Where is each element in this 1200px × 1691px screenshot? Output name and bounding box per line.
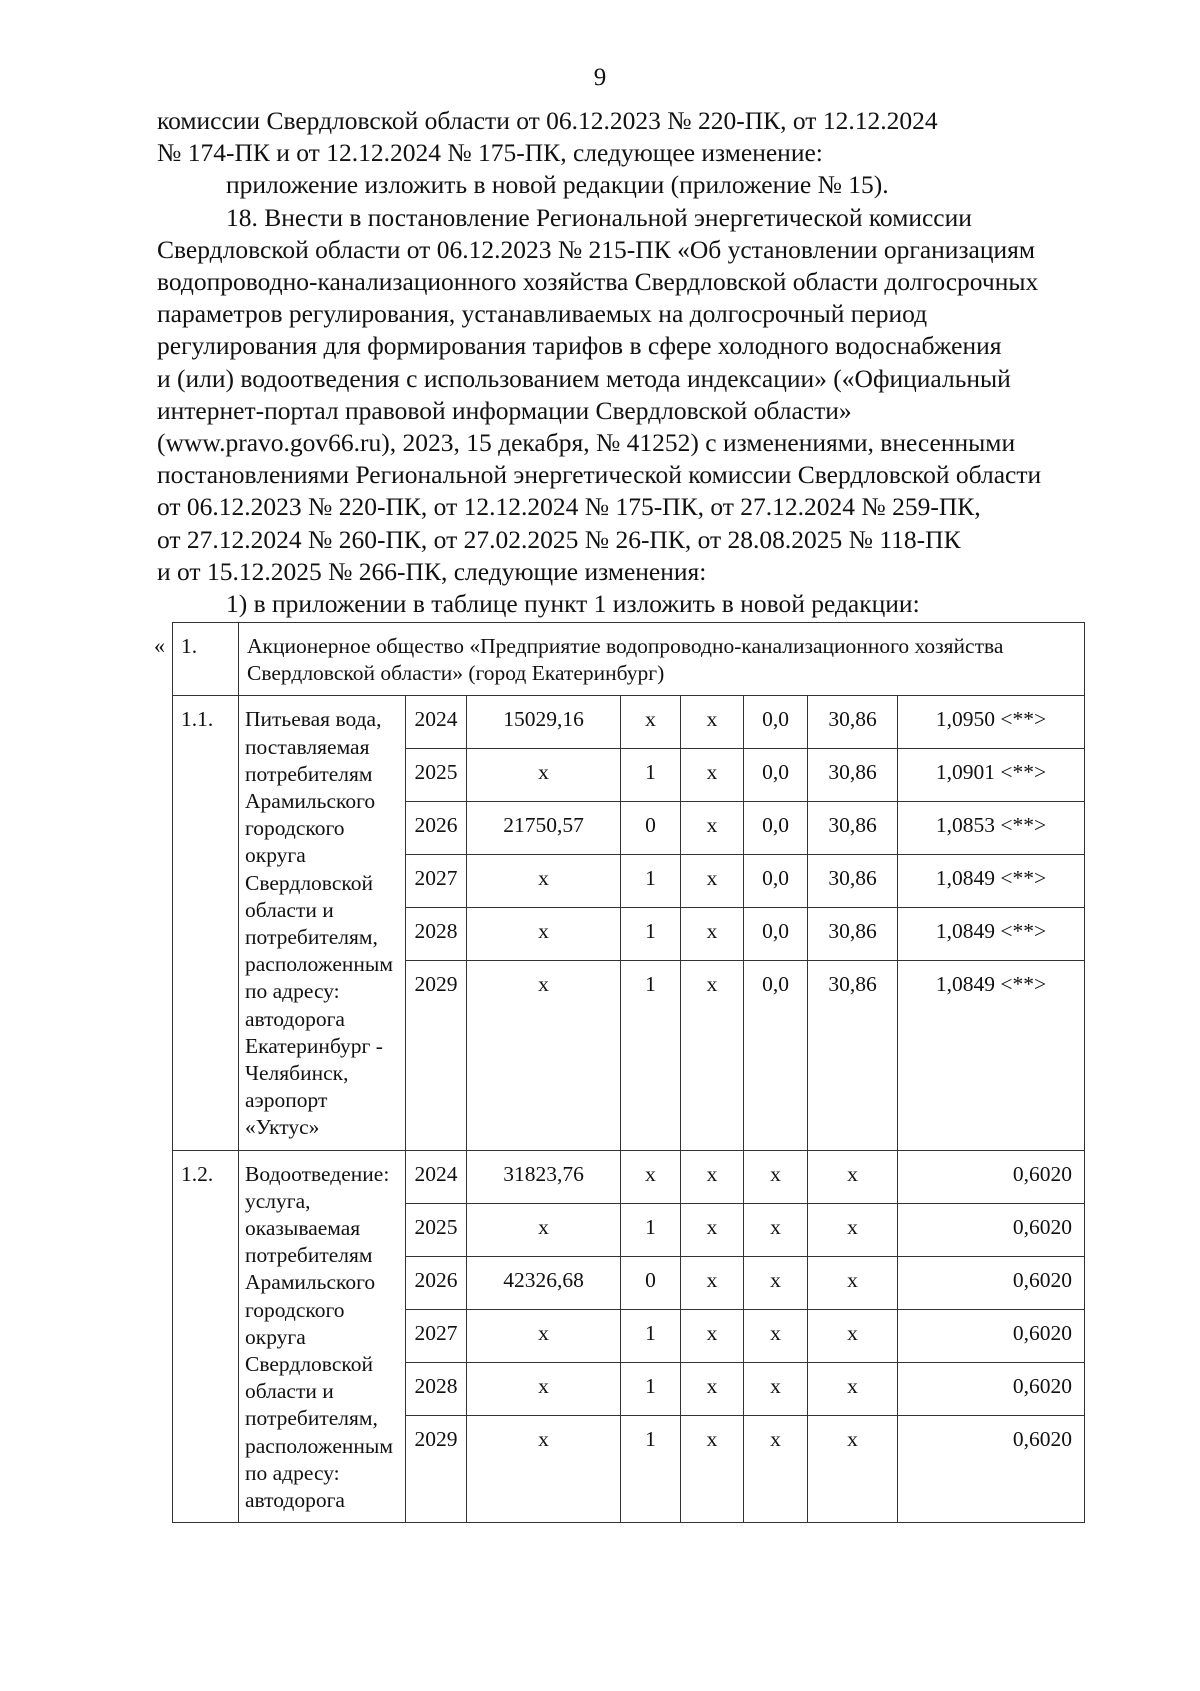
loss-cell: 0,0 — [744, 961, 808, 1150]
base-cost-cell: x — [467, 855, 621, 908]
year-cell: 2029 — [406, 1415, 467, 1523]
paragraph-3-line: интернет-портал правовой информации Свердловской области» — [157, 395, 852, 425]
col-x-cell: x — [681, 1309, 744, 1362]
opening-quote-mark: « — [154, 633, 165, 658]
paragraph-3-line: и от 15.12.2025 № 266-ПК, следующие изменения: — [157, 556, 707, 586]
section-number: 1.1. — [173, 696, 239, 1150]
index-cell: 1 — [621, 1362, 681, 1415]
tariff-table — [172, 622, 1085, 1523]
section-wastewater — [173, 1150, 1085, 1523]
loss-cell: x — [744, 1203, 808, 1256]
table-row — [173, 1150, 1085, 1203]
paragraph-3-line: постановлениями Региональной энергетической комиссии Свердловской области — [157, 460, 1042, 490]
loss-cell: 0,0 — [744, 696, 808, 749]
energy-cell: x — [808, 1256, 898, 1309]
base-cost-cell: x — [467, 961, 621, 1150]
year-cell: 2025 — [406, 749, 467, 802]
energy-cell: 30,86 — [808, 855, 898, 908]
col-x-cell: x — [681, 908, 744, 961]
energy-cell: 30,86 — [808, 908, 898, 961]
year-cell: 2029 — [406, 961, 467, 1150]
year-cell: 2025 — [406, 1203, 467, 1256]
org-row-number: 1. — [173, 623, 239, 696]
col-x-cell: x — [681, 1256, 744, 1309]
base-cost-cell: x — [467, 1203, 621, 1256]
year-cell: 2024 — [406, 1150, 467, 1203]
paragraph-2: приложение изложить в новой редакции (приложение № 15). — [226, 170, 889, 200]
loss-cell: 0,0 — [744, 802, 808, 855]
loss-cell: 0,0 — [744, 749, 808, 802]
org-row — [173, 623, 1085, 696]
col-x-cell: x — [681, 1362, 744, 1415]
energy-cell: 30,86 — [808, 696, 898, 749]
ratio-cell: 0,6020 — [898, 1309, 1085, 1362]
col-x-cell: x — [681, 1203, 744, 1256]
index-cell: 1 — [621, 1415, 681, 1523]
index-cell: 1 — [621, 1309, 681, 1362]
loss-cell: x — [744, 1150, 808, 1203]
energy-cell: 30,86 — [808, 749, 898, 802]
year-cell: 2027 — [406, 855, 467, 908]
base-cost-cell: 42326,68 — [467, 1256, 621, 1309]
ratio-cell: 0,6020 — [898, 1150, 1085, 1203]
loss-cell: x — [744, 1415, 808, 1523]
index-cell: x — [621, 696, 681, 749]
base-cost-cell: x — [467, 1362, 621, 1415]
energy-cell: 30,86 — [808, 802, 898, 855]
year-cell: 2028 — [406, 908, 467, 961]
year-cell: 2024 — [406, 696, 467, 749]
year-cell: 2027 — [406, 1309, 467, 1362]
ratio-cell: 1,0901 <**> — [898, 749, 1085, 802]
loss-cell: 0,0 — [744, 908, 808, 961]
col-x-cell: x — [681, 1415, 744, 1523]
ratio-cell: 1,0849 <**> — [898, 908, 1085, 961]
base-cost-cell: x — [467, 1415, 621, 1523]
year-cell: 2026 — [406, 802, 467, 855]
section-description: Водоотведение: услуга, оказываемая потребителям Арамильского городского округа Свердловской области и потребителям, расположенным по адресу: автодорога — [239, 1150, 406, 1523]
paragraph-3-line: водопроводно-канализационного хозяйства Свердловской области долгосрочных — [157, 267, 1039, 297]
table-row — [173, 696, 1085, 749]
ratio-cell: 1,0950 <**> — [898, 696, 1085, 749]
base-cost-cell: x — [467, 1309, 621, 1362]
index-cell: 1 — [621, 961, 681, 1150]
loss-cell: x — [744, 1362, 808, 1415]
energy-cell: x — [808, 1362, 898, 1415]
document-body — [157, 105, 1144, 620]
ratio-cell: 1,0849 <**> — [898, 961, 1085, 1150]
energy-cell: x — [808, 1415, 898, 1523]
paragraph-3 — [157, 202, 1144, 588]
ratio-cell: 0,6020 — [898, 1362, 1085, 1415]
loss-cell: x — [744, 1256, 808, 1309]
index-cell: x — [621, 1150, 681, 1203]
col-x-cell: x — [681, 961, 744, 1150]
paragraph-3-line: и (или) водоотведения с использованием метода индексации» («Официальный — [157, 363, 1011, 393]
org-name: Акционерное общество «Предприятие водопроводно-канализационного хозяйства Свердловской области» (город Екатеринбург) — [239, 623, 1085, 696]
paragraph-1-line-1: комиссии Свердловской области от 06.12.2023 № 220-ПК, от 12.12.2024 — [157, 106, 938, 135]
base-cost-cell: 31823,76 — [467, 1150, 621, 1203]
index-cell: 1 — [621, 908, 681, 961]
paragraph-3-line: (www.pravo.gov66.ru), 2023, 15 декабря, № 41252) с изменениями, внесенными — [157, 428, 1016, 458]
ratio-cell: 0,6020 — [898, 1203, 1085, 1256]
index-cell: 1 — [621, 1203, 681, 1256]
paragraph-3-line: Свердловской области от 06.12.2023 № 215-ПК «Об установлении организациям — [157, 234, 1036, 264]
col-x-cell: x — [681, 855, 744, 908]
col-x-cell: x — [681, 802, 744, 855]
paragraph-3-line: от 27.12.2024 № 260-ПК, от 27.02.2025 № 26-ПК, от 28.08.2025 № 118-ПК — [157, 524, 961, 554]
section-drinking-water — [173, 696, 1085, 1150]
loss-cell: 0,0 — [744, 855, 808, 908]
index-cell: 0 — [621, 802, 681, 855]
energy-cell: x — [808, 1203, 898, 1256]
ratio-cell: 0,6020 — [898, 1415, 1085, 1523]
page-number: 9 — [593, 64, 607, 91]
base-cost-cell: x — [467, 908, 621, 961]
base-cost-cell: x — [467, 749, 621, 802]
index-cell: 1 — [621, 749, 681, 802]
col-x-cell: x — [681, 696, 744, 749]
ratio-cell: 1,0853 <**> — [898, 802, 1085, 855]
base-cost-cell: 21750,57 — [467, 802, 621, 855]
base-cost-cell: 15029,16 — [467, 696, 621, 749]
energy-cell: x — [808, 1150, 898, 1203]
section-number: 1.2. — [173, 1150, 239, 1523]
col-x-cell: x — [681, 749, 744, 802]
index-cell: 0 — [621, 1256, 681, 1309]
year-cell: 2028 — [406, 1362, 467, 1415]
paragraph-3-line: параметров регулирования, устанавливаемых на долгосрочный период — [157, 299, 928, 329]
paragraph-3-line: 18. Внести в постановление Региональной энергетической комиссии — [226, 202, 972, 232]
section-description: Питьевая вода, поставляемая потребителям Арамильского городского округа Свердловской области и потребителям, расположенным по адресу: автодорога Екатеринбург - Челябинск, аэропорт «Уктус» — [239, 696, 406, 1150]
year-cell: 2026 — [406, 1256, 467, 1309]
paragraph-3-line: регулирования для формирования тарифов в сфере холодного водоснабжения — [157, 331, 1002, 361]
paragraph-4: 1) в приложении в таблице пункт 1 изложить в новой редакции: — [226, 589, 920, 619]
loss-cell: x — [744, 1309, 808, 1362]
energy-cell: x — [808, 1309, 898, 1362]
energy-cell: 30,86 — [808, 961, 898, 1150]
index-cell: 1 — [621, 855, 681, 908]
paragraph-1-line-2: № 174-ПК и от 12.12.2024 № 175-ПК, следующее изменение: — [157, 138, 823, 168]
paragraph-3-line: от 06.12.2023 № 220-ПК, от 12.12.2024 № 175-ПК, от 27.12.2024 № 259-ПК, — [157, 492, 981, 522]
ratio-cell: 0,6020 — [898, 1256, 1085, 1309]
ratio-cell: 1,0849 <**> — [898, 855, 1085, 908]
col-x-cell: x — [681, 1150, 744, 1203]
